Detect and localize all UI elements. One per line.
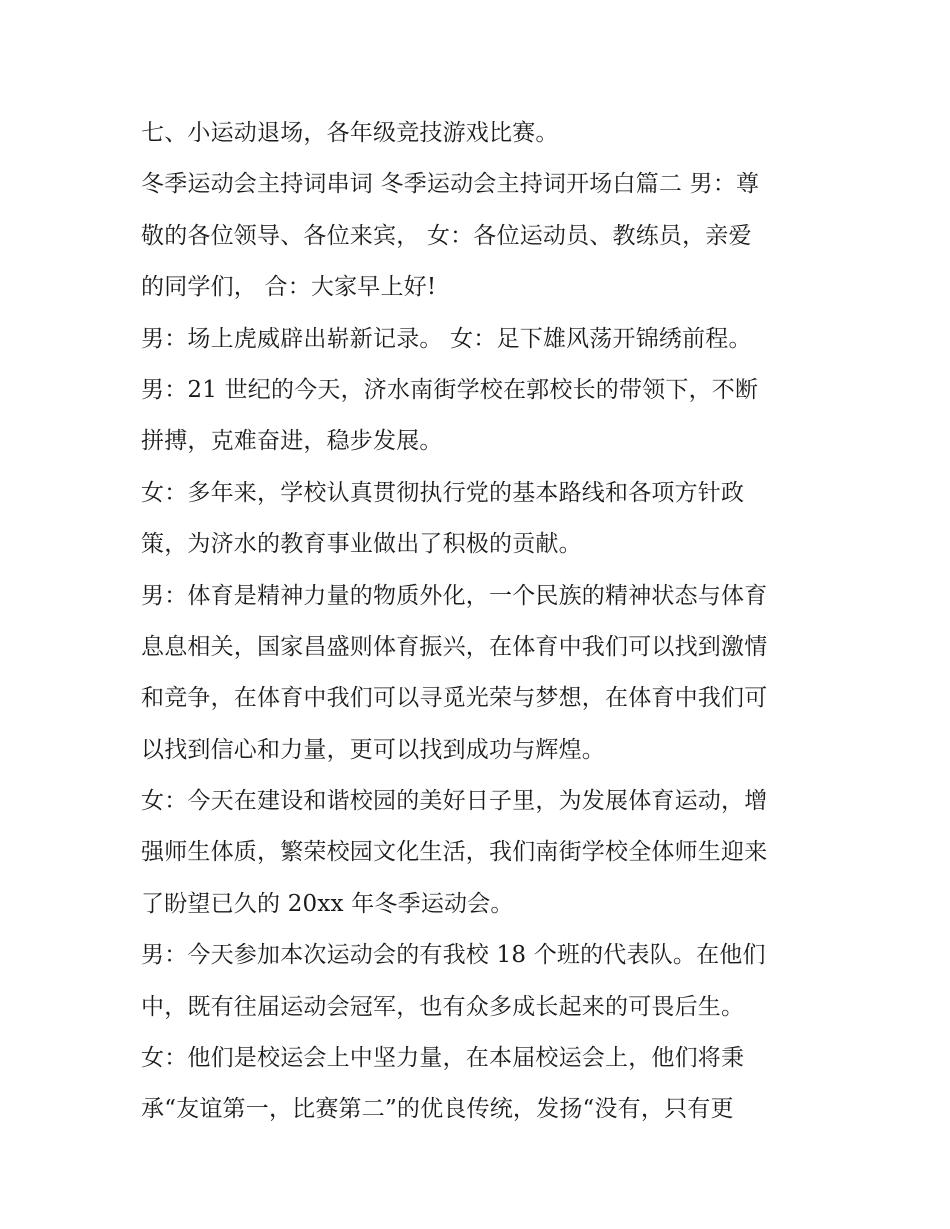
text-line: 和竞争，在体育中我们可以寻觅光荣与梦想，在体育中我们可 [141,685,768,712]
text-line: 女：多年来，学校认真贯彻执行党的基本路线和各项方针政 [141,479,745,506]
text-line: 强师生体质，繁荣校园文化生活，我们南街学校全体师生迎来 [141,839,768,866]
text-line: 男：体育是精神力量的物质外化，一个民族的精神状态与体育 [141,582,768,609]
text-line: 女：他们是校运会上中坚力量，在本届校运会上，他们将秉 [141,1045,745,1072]
text-line: 七、小运动退场，各年级竞技游戏比赛。 [141,120,559,146]
text-line: 承“友谊第一，比赛第二”的优良传统，发扬“没有，只有更 [141,1096,734,1123]
text-line: 了盼望已久的 20xx 年冬季运动会。 [141,890,514,917]
text-line: 以找到信心和力量，更可以找到成功与辉煌。 [141,736,605,763]
text-line: 男：场上虎威辟出崭新记录。 女：足下雄风荡开锦绣前程。 [141,325,752,352]
text-line: 策，为济水的教育事业做出了积极的贡献。 [141,531,582,558]
text-line: 男：今天参加本次运动会的有我校 18 个班的代表队。在他们 [141,942,766,969]
text-line: 息息相关，国家昌盛则体育振兴，在体育中我们可以找到激情 [141,633,768,660]
text-line: 拼搏，克难奋进，稳步发展。 [141,428,443,455]
text-line: 的同学们， 合：大家早上好! [141,274,437,301]
document-body [141,108,816,1136]
text-line: 敬的各位领导、各位来宾， 女：各位运动员、教练员，亲爱 [141,222,752,249]
text-line: 中，既有往届运动会冠军，也有众多成长起来的可畏后生。 [141,993,745,1020]
text-line: 女：今天在建设和谐校园的美好日子里，为发展体育运动，增 [141,788,768,815]
text-line: 男：21 世纪的今天，济水南街学校在郭校长的带领下，不断 [141,376,759,403]
text-line: 冬季运动会主持词串词 冬季运动会主持词开场白篇二 男：尊 [141,171,760,198]
